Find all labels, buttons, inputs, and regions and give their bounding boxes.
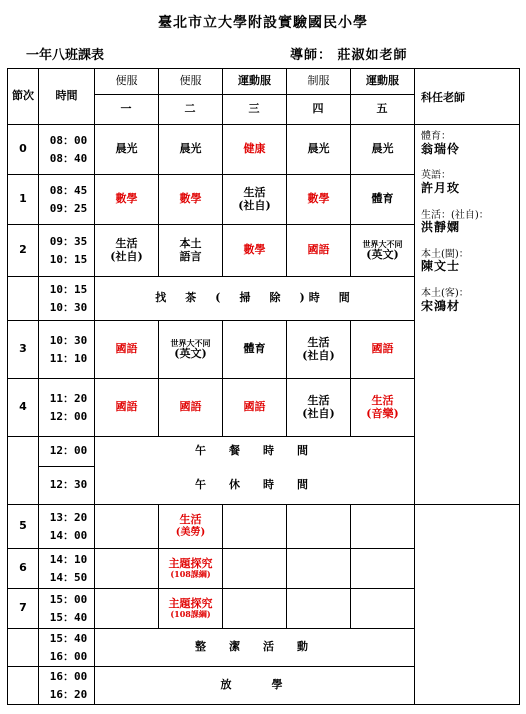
cell-wed: 國語 [223, 379, 287, 437]
period-number-empty [8, 667, 39, 705]
cell-thu [287, 505, 351, 549]
cell-mon: 晨光 [95, 125, 159, 175]
teacher-name: 許月玫 [421, 180, 461, 195]
period-number: 5 [8, 505, 39, 549]
cell-thu: 生活 (社自) [287, 321, 351, 379]
cell-thu [287, 549, 351, 589]
cell-tue: 本土 語言 [159, 225, 223, 277]
break-label: 找 茶 ( 掃 除 )時 間 [95, 277, 415, 321]
teacher-list [415, 125, 520, 505]
teacher-role: 體育： [421, 131, 451, 142]
period-time: 12：00 [39, 437, 95, 467]
period-number: 2 [8, 225, 39, 277]
period-number-empty [8, 277, 39, 321]
nap-label: 午 休 時 間 [95, 467, 415, 505]
uniform-mon: 便服 [95, 69, 159, 95]
cleaning-label: 整 潔 活 動 [95, 629, 415, 667]
cell-fri [351, 549, 415, 589]
cell-wed [223, 505, 287, 549]
period-number-empty [8, 629, 39, 667]
cell-mon: 數學 [95, 175, 159, 225]
teacher-role: 本土(閩)： [421, 248, 469, 260]
cell-wed [223, 589, 287, 629]
period-time: 09：35 10：15 [39, 225, 95, 277]
period-time: 16：00 16：20 [39, 667, 95, 705]
homeroom-teacher: 導師： 莊淑如老師 [290, 48, 408, 63]
cell-wed [223, 549, 287, 589]
schedule-table [7, 68, 520, 705]
time-header: 時間 [39, 69, 95, 125]
period-time: 12：30 [39, 467, 95, 505]
period-number: 0 [8, 125, 39, 175]
cell-fri: 體育 [351, 175, 415, 225]
period-header: 節次 [8, 69, 39, 125]
uniform-thu: 制服 [287, 69, 351, 95]
cell-fri: 世界大不同 (英文) [351, 225, 415, 277]
cell-thu: 國語 [287, 225, 351, 277]
teacher-role: 英語： [421, 170, 451, 182]
day-mon: 一 [95, 95, 159, 125]
cell-tue: 生活 (美勞) [159, 505, 223, 549]
cell-wed: 健康 [223, 125, 287, 175]
period-number: 4 [8, 379, 39, 437]
teacher-name: 翁瑞伶 [421, 141, 461, 156]
period-time: 10：30 11：10 [39, 321, 95, 379]
class-label: 一年八班課表 [26, 48, 105, 63]
cell-thu: 生活 (社自) [287, 379, 351, 437]
cell-tue: 晨光 [159, 125, 223, 175]
class-info [26, 44, 516, 66]
cell-fri [351, 589, 415, 629]
period-time: 11：20 12：00 [39, 379, 95, 437]
cell-thu: 晨光 [287, 125, 351, 175]
cell-tue: 主題探究 (108課綱) [159, 589, 223, 629]
uniform-tue: 便服 [159, 69, 223, 95]
dismissal-label: 放 學 [95, 667, 415, 705]
cell-wed: 生活 (社自) [223, 175, 287, 225]
period-number: 3 [8, 321, 39, 379]
cell-wed: 數學 [223, 225, 287, 277]
cell-tue: 數學 [159, 175, 223, 225]
period-number: 6 [8, 549, 39, 589]
school-title: 臺北市立大學附設實驗國民小學 [158, 15, 368, 31]
cell-mon [95, 505, 159, 549]
period-time: 13：20 14：00 [39, 505, 95, 549]
cell-mon: 國語 [95, 379, 159, 437]
cell-mon [95, 589, 159, 629]
period-number-empty [8, 437, 39, 505]
uniform-wed: 運動服 [223, 69, 287, 95]
teacher-name: 陳文士 [421, 259, 461, 274]
cell-mon: 國語 [95, 321, 159, 379]
cell-thu: 數學 [287, 175, 351, 225]
cell-mon [95, 549, 159, 589]
teacher-name: 宋鴻材 [421, 298, 461, 313]
day-wed: 三 [223, 95, 287, 125]
period-number: 1 [8, 175, 39, 225]
period-number: 7 [8, 589, 39, 629]
teacher-name: 洪靜嫻 [421, 220, 461, 235]
period-time: 08：00 08：40 [39, 125, 95, 175]
period-time: 15：00 15：40 [39, 589, 95, 629]
day-thu: 四 [287, 95, 351, 125]
cell-fri: 國語 [351, 321, 415, 379]
cell-wed: 體育 [223, 321, 287, 379]
cell-mon: 生活 (社自) [95, 225, 159, 277]
cell-tue: 世界大不同 (英文) [159, 321, 223, 379]
day-fri: 五 [351, 95, 415, 125]
teacher-role: 本土(客)： [421, 288, 469, 300]
teacher-role: 生活：(社自)： [421, 209, 489, 221]
cell-fri: 晨光 [351, 125, 415, 175]
period-time: 15：40 16：00 [39, 629, 95, 667]
subject-teacher-label: 科任老師 [421, 91, 465, 105]
lunch-label: 午 餐 時 間 [95, 437, 415, 467]
subject-teacher-header [415, 69, 520, 125]
teacher-column-empty [415, 505, 520, 705]
cell-tue: 主題探究 (108課綱) [159, 549, 223, 589]
cell-tue: 國語 [159, 379, 223, 437]
period-time: 08：45 09：25 [39, 175, 95, 225]
period-time: 10：15 10：30 [39, 277, 95, 321]
cell-fri: 生活 (音樂) [351, 379, 415, 437]
day-tue: 二 [159, 95, 223, 125]
period-time: 14：10 14：50 [39, 549, 95, 589]
cell-thu [287, 589, 351, 629]
cell-fri [351, 505, 415, 549]
uniform-fri: 運動服 [351, 69, 415, 95]
